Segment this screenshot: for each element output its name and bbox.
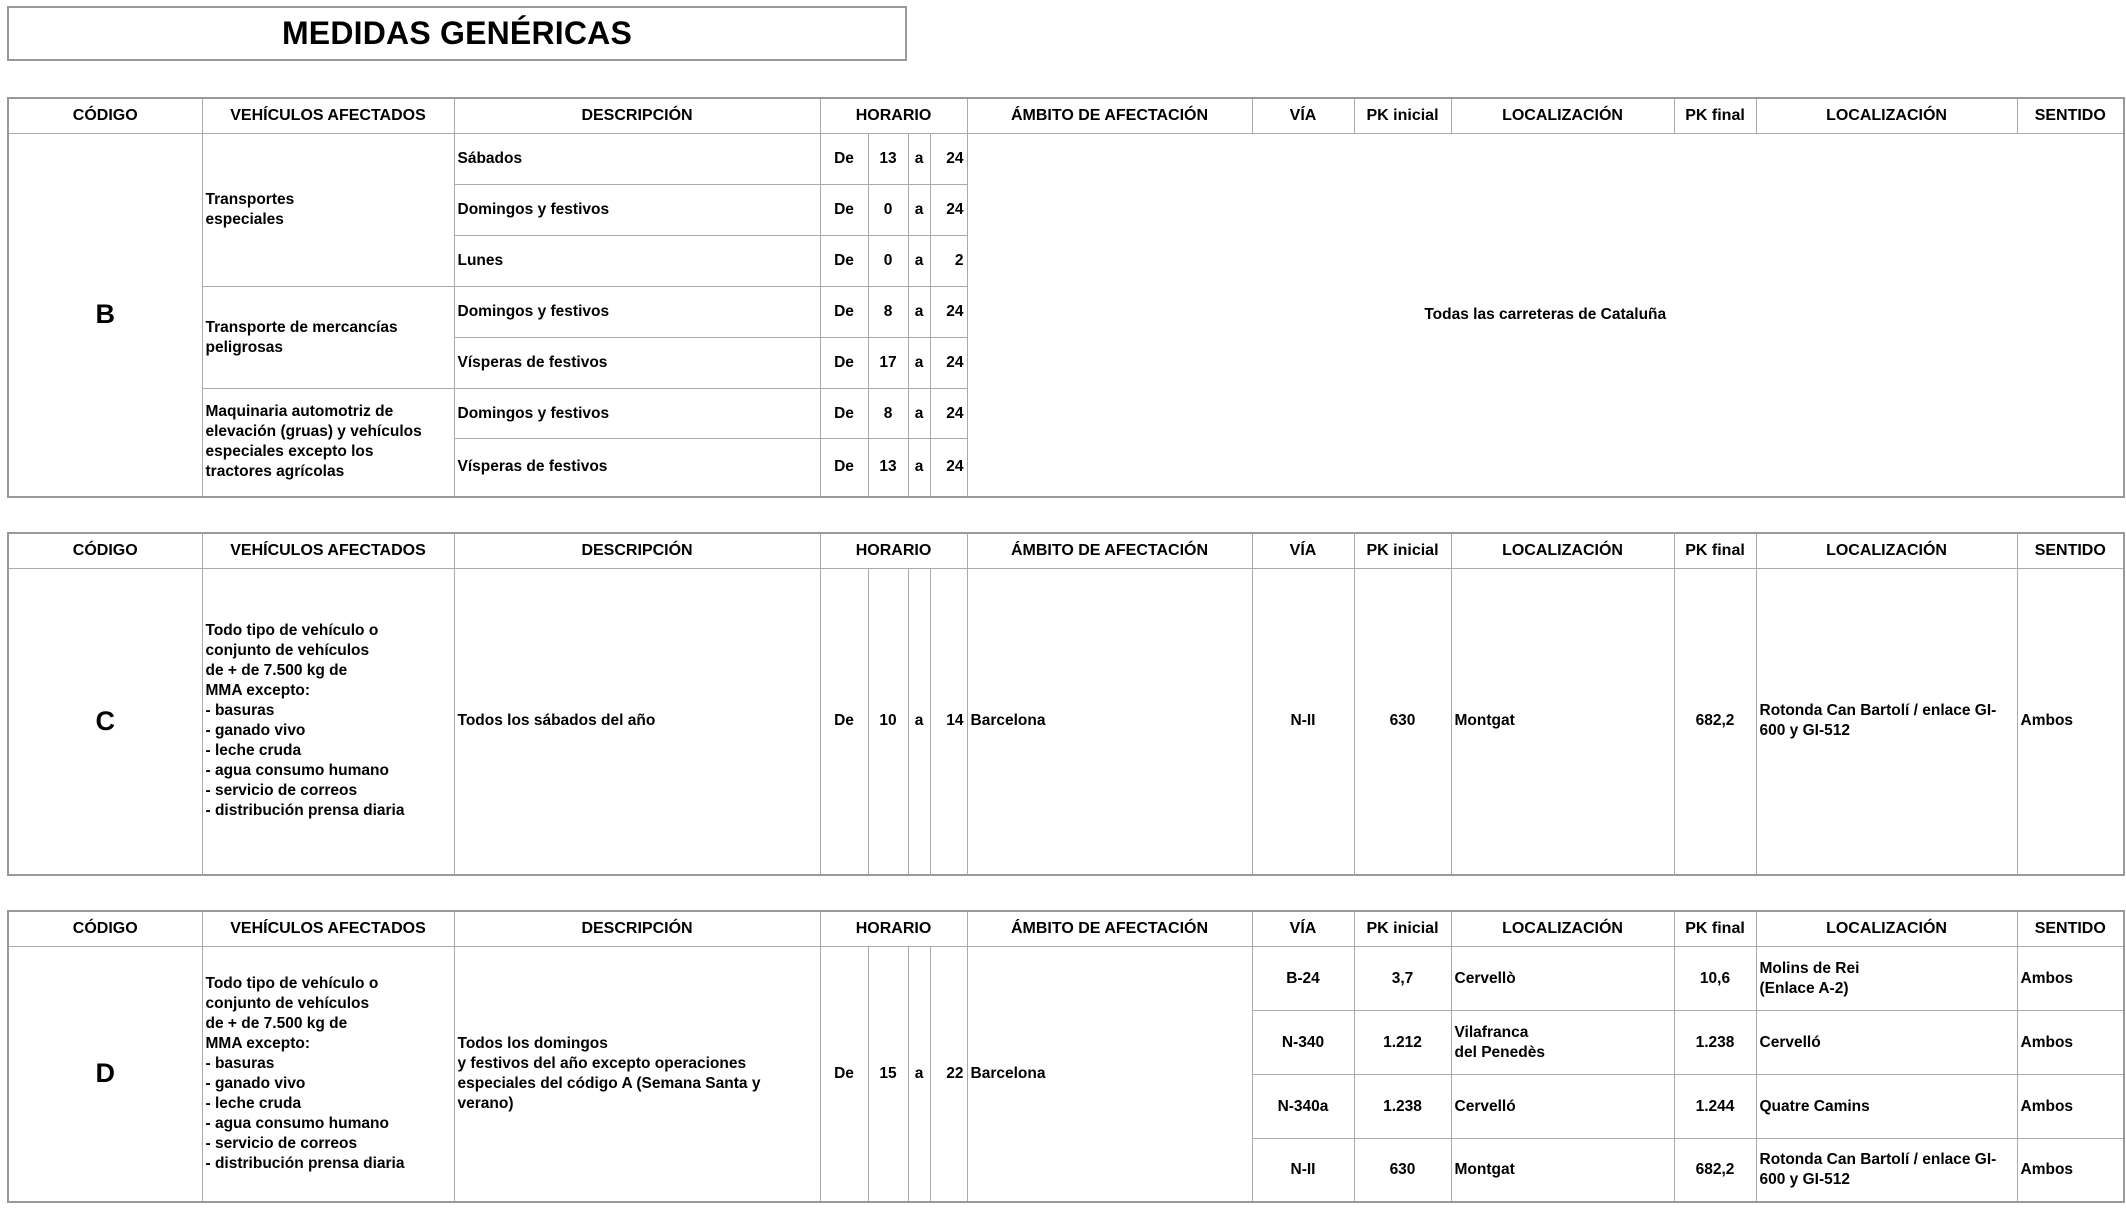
schedule-de: De [820, 569, 868, 875]
schedule-from: 0 [868, 185, 908, 236]
vehicles-cell: Transportes especiales [202, 134, 454, 287]
schedule-a: a [908, 947, 930, 1202]
header-via: VÍA [1252, 533, 1354, 569]
schedule-to: 14 [930, 569, 967, 875]
localizacion-cell: Vilafranca del Penedès [1451, 1011, 1674, 1075]
table-section-b [7, 97, 2125, 498]
schedule-to: 24 [930, 185, 967, 236]
via-cell: N-340 [1252, 1011, 1354, 1075]
header-pk-final: PK final [1674, 98, 1756, 134]
localizacion-cell: Montgat [1451, 569, 1674, 875]
pk-inicial-cell: 630 [1354, 569, 1451, 875]
table-section-c [7, 532, 2125, 876]
header-localizacion-final: LOCALIZACIÓN [1756, 533, 2017, 569]
description-cell: Vísperas de festivos [454, 439, 820, 497]
pk-final-cell: 682,2 [1674, 1139, 1756, 1202]
localizacion-final-cell: Rotonda Can Bartolí / enlace GI- 600 y GI-512 [1756, 569, 2017, 875]
schedule-a: a [908, 236, 930, 287]
localizacion-cell: Cervellò [1451, 947, 1674, 1011]
description-cell: Domingos y festivos [454, 185, 820, 236]
schedule-a: a [908, 287, 930, 338]
header-sentido: SENTIDO [2017, 533, 2124, 569]
via-cell: N-II [1252, 1139, 1354, 1202]
schedule-a: a [908, 185, 930, 236]
header-localizacion: LOCALIZACIÓN [1451, 911, 1674, 947]
schedule-a: a [908, 338, 930, 389]
header-vehiculos: VEHÍCULOS AFECTADOS [202, 98, 454, 134]
description-cell: Sábados [454, 134, 820, 185]
header-ambito: ÁMBITO DE AFECTACIÓN [967, 98, 1252, 134]
localizacion-cell: Cervelló [1451, 1075, 1674, 1139]
schedule-de: De [820, 439, 868, 497]
header-ambito: ÁMBITO DE AFECTACIÓN [967, 911, 1252, 947]
header-vehiculos: VEHÍCULOS AFECTADOS [202, 533, 454, 569]
schedule-to: 24 [930, 439, 967, 497]
sentido-cell: Ambos [2017, 569, 2124, 875]
header-localizacion: LOCALIZACIÓN [1451, 98, 1674, 134]
header-pk-inicial: PK inicial [1354, 533, 1451, 569]
header-pk-final: PK final [1674, 911, 1756, 947]
schedule-de: De [820, 236, 868, 287]
pk-inicial-cell: 630 [1354, 1139, 1451, 1202]
description-cell: Domingos y festivos [454, 287, 820, 338]
localizacion-cell: Montgat [1451, 1139, 1674, 1202]
schedule-a: a [908, 439, 930, 497]
schedule-to: 22 [930, 947, 967, 1202]
pk-final-cell: 1.238 [1674, 1011, 1756, 1075]
schedule-to: 24 [930, 134, 967, 185]
description-cell: Vísperas de festivos [454, 338, 820, 389]
header-horario: HORARIO [820, 911, 967, 947]
schedule-de: De [820, 338, 868, 389]
description-cell: Domingos y festivos [454, 389, 820, 439]
header-codigo: CÓDIGO [8, 533, 202, 569]
code-cell: C [8, 569, 202, 875]
header-descripcion: DESCRIPCIÓN [454, 533, 820, 569]
schedule-from: 8 [868, 287, 908, 338]
schedule-from: 15 [868, 947, 908, 1202]
header-pk-inicial: PK inicial [1354, 911, 1451, 947]
sentido-cell: Ambos [2017, 1075, 2124, 1139]
pk-final-cell: 10,6 [1674, 947, 1756, 1011]
schedule-a: a [908, 134, 930, 185]
header-ambito: ÁMBITO DE AFECTACIÓN [967, 533, 1252, 569]
schedule-de: De [820, 185, 868, 236]
header-via: VÍA [1252, 911, 1354, 947]
table-row [8, 134, 2124, 185]
pk-final-cell: 682,2 [1674, 569, 1756, 875]
header-codigo: CÓDIGO [8, 911, 202, 947]
schedule-from: 13 [868, 439, 908, 497]
schedule-de: De [820, 287, 868, 338]
pk-inicial-cell: 1.212 [1354, 1011, 1451, 1075]
header-pk-inicial: PK inicial [1354, 98, 1451, 134]
pk-final-cell: 1.244 [1674, 1075, 1756, 1139]
header-sentido: SENTIDO [2017, 98, 2124, 134]
vehicles-cell: Transporte de mercancías peligrosas [202, 287, 454, 389]
schedule-de: De [820, 134, 868, 185]
sentido-cell: Ambos [2017, 1139, 2124, 1202]
header-sentido: SENTIDO [2017, 911, 2124, 947]
ambito-cell: Todas las carreteras de Cataluña [967, 134, 2124, 497]
header-localizacion-final: LOCALIZACIÓN [1756, 98, 2017, 134]
vehicles-cell: Todo tipo de vehículo o conjunto de vehículos de + de 7.500 kg de MMA excepto: - basuras - ganado vivo - leche cruda - agua consumo humano - servicio de correos - distribución prensa diaria [202, 947, 454, 1202]
header-localizacion: LOCALIZACIÓN [1451, 533, 1674, 569]
schedule-to: 24 [930, 389, 967, 439]
schedule-from: 17 [868, 338, 908, 389]
schedule-de: De [820, 947, 868, 1202]
header-row [8, 533, 2124, 569]
localizacion-final-cell: Cervelló [1756, 1011, 2017, 1075]
header-row [8, 911, 2124, 947]
description-cell: Lunes [454, 236, 820, 287]
header-pk-final: PK final [1674, 533, 1756, 569]
via-cell: N-II [1252, 569, 1354, 875]
header-vehiculos: VEHÍCULOS AFECTADOS [202, 911, 454, 947]
table-section-d [7, 910, 2125, 1203]
code-cell: D [8, 947, 202, 1202]
description-cell: Todos los domingos y festivos del año excepto operaciones especiales del código A (Semana Santa y verano) [454, 947, 820, 1202]
table-row [8, 569, 2124, 875]
schedule-from: 8 [868, 389, 908, 439]
vehicles-cell: Maquinaria automotriz de elevación (gruas) y vehículos especiales excepto los tractores agrícolas [202, 389, 454, 497]
ambito-cell: Barcelona [967, 569, 1252, 875]
schedule-a: a [908, 569, 930, 875]
schedule-from: 10 [868, 569, 908, 875]
schedule-de: De [820, 389, 868, 439]
header-horario: HORARIO [820, 98, 967, 134]
header-codigo: CÓDIGO [8, 98, 202, 134]
description-cell: Todos los sábados del año [454, 569, 820, 875]
pk-inicial-cell: 1.238 [1354, 1075, 1451, 1139]
localizacion-final-cell: Molins de Rei (Enlace A-2) [1756, 947, 2017, 1011]
schedule-from: 13 [868, 134, 908, 185]
code-cell: B [8, 134, 202, 497]
sentido-cell: Ambos [2017, 1011, 2124, 1075]
vehicles-cell: Todo tipo de vehículo o conjunto de vehículos de + de 7.500 kg de MMA excepto: - basuras - ganado vivo - leche cruda - agua consumo humano - servicio de correos - distribución prensa diaria [202, 569, 454, 875]
sentido-cell: Ambos [2017, 947, 2124, 1011]
via-cell: N-340a [1252, 1075, 1354, 1139]
header-descripcion: DESCRIPCIÓN [454, 911, 820, 947]
schedule-to: 24 [930, 287, 967, 338]
schedule-a: a [908, 389, 930, 439]
localizacion-final-cell: Rotonda Can Bartolí / enlace GI- 600 y GI-512 [1756, 1139, 2017, 1202]
header-horario: HORARIO [820, 533, 967, 569]
table-row [8, 947, 2124, 1011]
schedule-from: 0 [868, 236, 908, 287]
header-row [8, 98, 2124, 134]
page-title: MEDIDAS GENÉRICAS [7, 6, 907, 61]
via-cell: B-24 [1252, 947, 1354, 1011]
header-via: VÍA [1252, 98, 1354, 134]
header-descripcion: DESCRIPCIÓN [454, 98, 820, 134]
localizacion-final-cell: Quatre Camins [1756, 1075, 2017, 1139]
ambito-cell: Barcelona [967, 947, 1252, 1202]
schedule-to: 24 [930, 338, 967, 389]
header-localizacion-final: LOCALIZACIÓN [1756, 911, 2017, 947]
schedule-to: 2 [930, 236, 967, 287]
pk-inicial-cell: 3,7 [1354, 947, 1451, 1011]
